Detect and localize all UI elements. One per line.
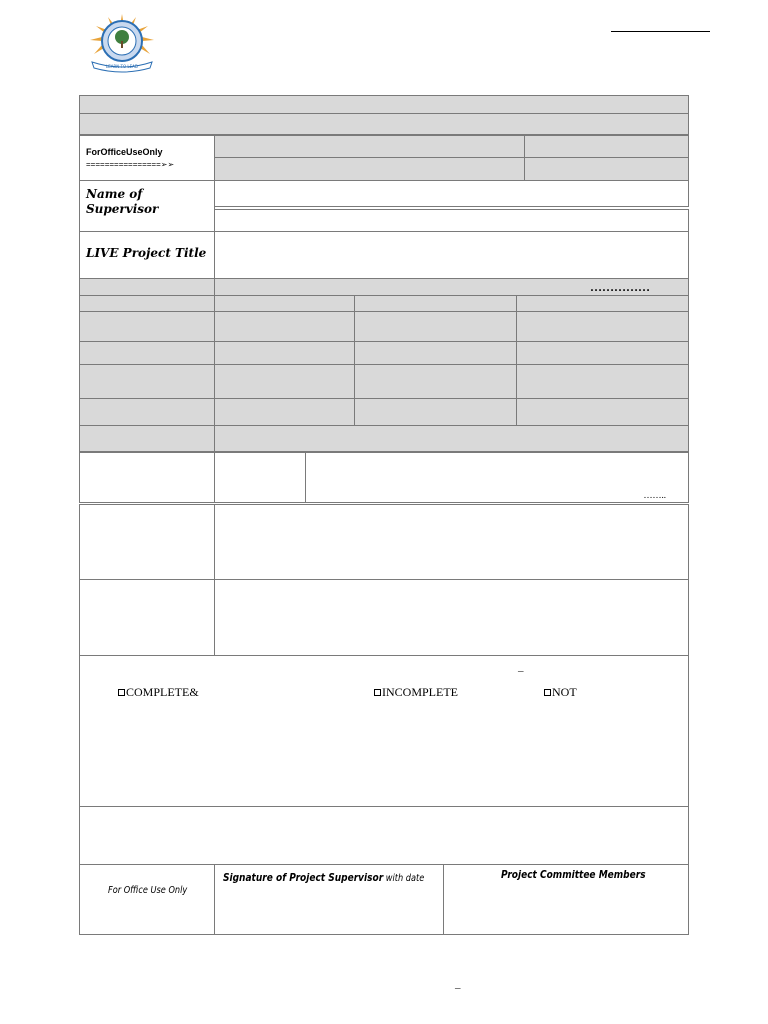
office-use-arrow: ================➢➢ — [86, 160, 175, 169]
project-title-field[interactable] — [214, 231, 689, 279]
grid-row-c-c3[interactable] — [354, 311, 517, 342]
grid-row-f-c1 — [79, 398, 215, 426]
status-dash: – — [518, 665, 524, 677]
grid-row-b-c3 — [354, 295, 517, 312]
form-subtitle-row — [79, 113, 689, 135]
grid-row-a-dots: …………… — [590, 280, 650, 294]
grid-row-c-c1 — [79, 311, 215, 342]
project-title-label-cell — [79, 231, 215, 279]
grid-row-f-c2[interactable] — [214, 398, 355, 426]
row-j-label — [79, 579, 215, 656]
footer-office-cell — [79, 864, 215, 935]
committee-label: Project Committee Members — [501, 868, 646, 881]
grid-row-b-c4 — [516, 295, 689, 312]
row-h-field[interactable] — [305, 452, 689, 503]
status-section — [79, 655, 689, 807]
grid-row-a-value — [214, 278, 689, 296]
office-field-3[interactable] — [214, 157, 525, 181]
row-h-box[interactable] — [214, 452, 306, 503]
office-field-2[interactable] — [524, 135, 689, 158]
signature-label-bold: Signature of Project Supervisor — [223, 871, 384, 884]
header-rule — [611, 31, 710, 32]
project-title-label: LIVE Project Title — [86, 246, 207, 260]
grid-row-e-c2[interactable] — [214, 364, 355, 399]
row-i-field[interactable] — [214, 504, 689, 580]
committee-signature-cell[interactable] — [443, 864, 689, 935]
supervisor-label: Name of Supervisor — [86, 187, 159, 216]
row-h-label — [79, 452, 215, 503]
grid-row-g-value[interactable] — [214, 425, 689, 452]
office-field-1[interactable] — [214, 135, 525, 158]
grid-row-a-label — [79, 278, 215, 296]
supervisor-name-field-2[interactable] — [214, 209, 689, 232]
remarks-section[interactable] — [79, 806, 689, 865]
grid-row-d-c3[interactable] — [354, 341, 517, 365]
logo-motto: LEARN TO LEAD — [106, 64, 138, 69]
office-use-label: ForOfficeUseOnly — [86, 147, 163, 157]
grid-row-c-c4[interactable] — [516, 311, 689, 342]
row-i-label — [79, 504, 215, 580]
row-h-dots: …….. — [643, 490, 666, 500]
evaluation-form — [79, 95, 689, 935]
incomplete-checkbox[interactable] — [374, 689, 381, 696]
office-use-cell — [79, 135, 215, 181]
grid-row-e-c4[interactable] — [516, 364, 689, 399]
option-not[interactable] — [544, 683, 577, 701]
grid-row-d-c4[interactable] — [516, 341, 689, 365]
form-title-row — [79, 95, 689, 114]
institution-seal-icon — [84, 12, 160, 74]
grid-row-b-c1 — [79, 295, 215, 312]
grid-row-e-c1 — [79, 364, 215, 399]
page-footer-dash: – — [455, 982, 461, 994]
institution-logo — [84, 12, 160, 74]
grid-row-f-c3[interactable] — [354, 398, 517, 426]
grid-row-e-c3[interactable] — [354, 364, 517, 399]
signature-label-rest: with date — [383, 873, 425, 884]
complete-label: COMPLETE& — [126, 685, 199, 699]
supervisor-signature-cell[interactable] — [214, 864, 444, 935]
grid-row-g-label — [79, 425, 215, 452]
not-checkbox[interactable] — [544, 689, 551, 696]
supervisor-name-field[interactable] — [214, 180, 689, 207]
grid-row-d-c2[interactable] — [214, 341, 355, 365]
supervisor-label-cell — [79, 180, 215, 232]
supervisor-signature-label — [223, 868, 424, 886]
option-incomplete[interactable] — [374, 683, 458, 701]
grid-row-f-c4[interactable] — [516, 398, 689, 426]
grid-row-d-c1 — [79, 341, 215, 365]
incomplete-label: INCOMPLETE — [382, 685, 458, 699]
option-complete[interactable] — [118, 683, 199, 701]
grid-row-c-c2[interactable] — [214, 311, 355, 342]
office-field-4[interactable] — [524, 157, 689, 181]
row-j-field[interactable] — [214, 579, 689, 656]
footer-office-label: For Office Use Only — [108, 885, 188, 896]
complete-checkbox[interactable] — [118, 689, 125, 696]
not-label: NOT — [552, 685, 577, 699]
grid-row-b-c2 — [214, 295, 355, 312]
